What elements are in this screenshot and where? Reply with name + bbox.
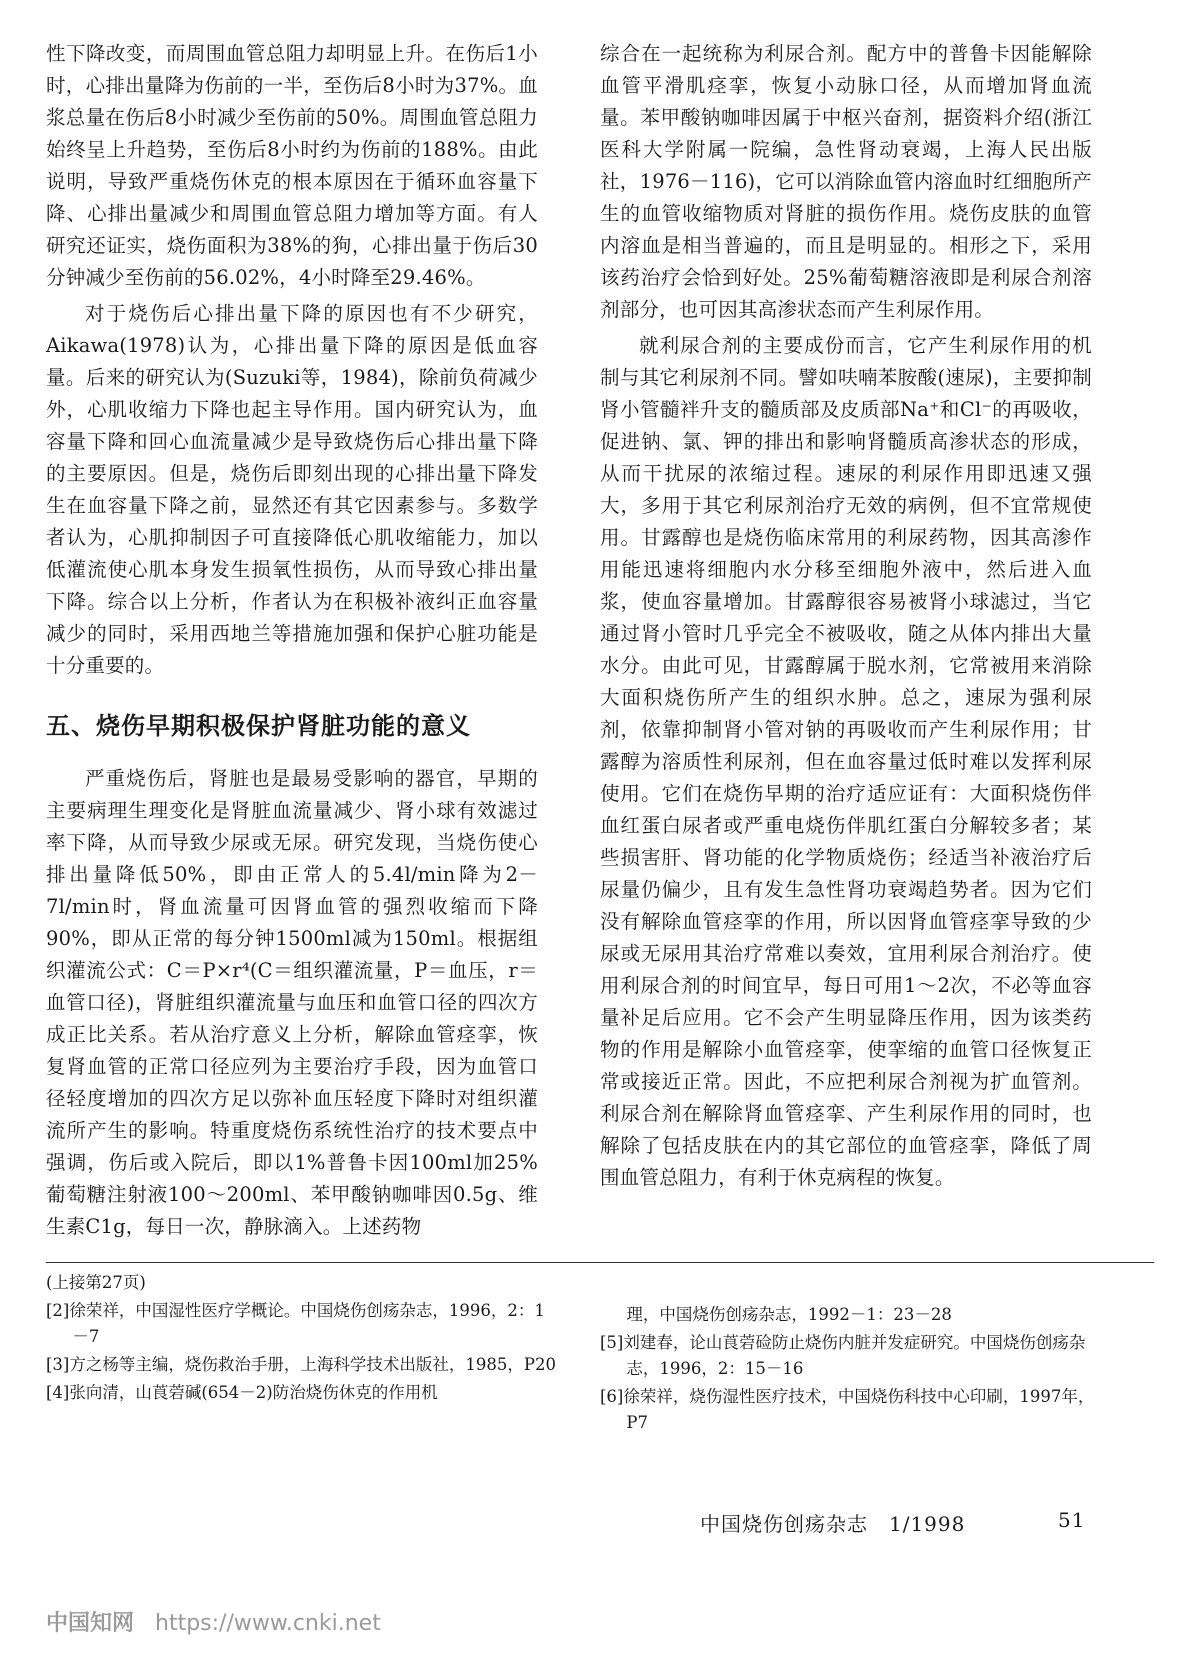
reference-continuation: 理，中国烧伤创疡杂志，1992－1：23－28 (626, 1305, 952, 1324)
left-column (46, 38, 538, 1247)
reference-item: [3]方之杨等主编，烧伤救治手册，上海科学技术出版社，1985，P20 (46, 1355, 556, 1374)
reference-item: [6]徐荣祥，烧伤湿性医疗技术，中国烧伤科技中心印刷，1997年，P7 (600, 1387, 1095, 1432)
references-right (600, 1302, 1110, 1438)
references-left (46, 1270, 556, 1408)
body-paragraph: 综合在一起统称为利尿合剂。配方中的普鲁卡因能解除血管平滑肌痉挛，恢复小动脉口径，从而增加肾血流量。苯甲酸钠咖啡因属于中枢兴奋剂，据资料介绍(浙江医科大学附属一院编，急性肾动衰竭，上海人民出版社，1976－116)，它可以消除血管内溶血时红细胞所产生的血管收缩物质对肾脏的损伤作用。烧伤皮肤的血管内溶血是相当普遍的，而且是明显的。相形之下，采用该药治疗会恰到好处。25%葡萄糖溶液即是利尿合剂溶剂部分，也可因其高渗状态而产生利尿作用。 (600, 42, 1092, 321)
watermark (46, 1606, 381, 1637)
reference-item: [5]刘建春，论山莨菪硷防止烧伤内脏并发症研究。中国烧伤创疡杂志，1996，2：15－16 (600, 1333, 1086, 1378)
footer-journal: 中国烧伤创疡杂志 1/1998 (700, 1512, 966, 1536)
watermark-url: https://www.cnki.net (155, 1611, 381, 1636)
body-paragraph: 性下降改变，而周围血管总阻力却明显上升。在伤后1小时，心排出量降为伤前的一半，至伤后8小时为37%。血浆总量在伤后8小时减少至伤前的50%。周围血管总阻力始终呈上升趋势，至伤后8小时约为伤前的188%。由此说明，导致严重烧伤休克的根本原因在于循环血容量下降、心排出量减少和周围血管总阻力增加等方面。有人研究还证实，烧伤面积为38%的狗，心排出量于伤后30分钟减少至伤前的56.02%，4小时降至29.46%。 (46, 42, 538, 289)
right-column (600, 38, 1092, 1198)
body-paragraph: 就利尿合剂的主要成份而言，它产生利尿作用的机制与其它利尿剂不同。譬如呋喃苯胺酸(速尿)，主要抑制肾小管髓袢升支的髓质部及皮质部Na⁺和Cl⁻的再吸收，促进钠、氯、钾的排出和影响肾髓质高渗状态的形成，从而干扰尿的浓缩过程。速尿的利尿作用即迅速又强大，多用于其它利尿剂治疗无效的病例，但不宜常规使用。甘露醇也是烧伤临床常用的利尿药物，因其高渗作用能迅速将细胞内水分移至细胞外液中，然后进入血浆，使血容量增加。甘露醇很容易被肾小球滤过，当它通过肾小管时几乎完全不被吸收，随之从体内排出大量水分。由此可见，甘露醇属于脱水剂，它常被用来消除大面积烧伤所产生的组织水肿。总之，速尿为强利尿剂，依靠抑制肾小管对钠的再吸收而产生利尿作用；甘露醇为溶质性利尿剂，但在血容量过低时难以发挥利尿使用。它们在烧伤早期的治疗适应证有：大面积烧伤伴血红蛋白尿者或严重电烧伤伴肌红蛋白分解较多者；某些损害肝、肾功能的化学物质烧伤；经适当补液治疗后尿量仍偏少，且有发生急性肾功衰竭趋势者。因为它们没有解除血管痉挛的作用，所以因肾血管痉挛导致的少尿或无尿用其治疗常难以奏效，宜用利尿合剂治疗。使用利尿合剂的时间宜早，每日可用1～2次，不必等血容量补足后应用。它不会产生明显降压作用，因为该类药物的作用是解除小血管痉挛，使挛缩的血管口径恢复正常或接近正常。因此，不应把利尿合剂视为扩血管剂。利尿合剂在解除肾血管痉挛、产生利尿作用的同时，也解除了包括皮肤在内的其它部位的血管痉挛，降低了周围血管总阻力，有利于休克病程的恢复。 (600, 334, 1092, 1189)
reference-item: [2]徐荣祥，中国湿性医疗学概论。中国烧伤创疡杂志，1996，2：1－7 (46, 1301, 545, 1346)
footnote-divider (46, 1262, 1154, 1263)
section-heading: 五、烧伤早期积极保护肾脏功能的意义 (46, 712, 471, 740)
watermark-site-name: 中国知网 (46, 1611, 135, 1636)
page-number: 51 (1058, 1508, 1086, 1532)
body-paragraph: 严重烧伤后，肾脏也是最易受影响的器官，早期的主要病理生理变化是肾脏血流量减少、肾小球有效滤过率下降，从而导致少尿或无尿。研究发现，当烧伤使心排出量降低50%，即由正常人的5.4l/min降为2－7l/min时，肾血流量可因肾血管的强烈收缩而下降90%，即从正常的每分钟1500ml减为150ml。根据组织灌流公式：C＝P×r⁴(C＝组织灌流量，P＝血压，r＝血管口径)，肾脏组织灌流量与血压和血管口径的四次方成正比关系。若从治疗意义上分析，解除血管痉挛，恢复肾血管的正常口径应列为主要治疗手段，因为血管口径轻度增加的四次方足以弥补血压轻度下降时对组织灌流所产生的影响。特重度烧伤系统性治疗的技术要点中强调，伤后或入院后，即以1%普鲁卡因100ml加25%葡萄糖注射液100～200ml、苯甲酸钠咖啡因0.5g、维生素C1g，每日一次，静脉滴入。上述药物 (46, 767, 538, 1238)
body-paragraph: 对于烧伤后心排出量下降的原因也有不少研究，Aikawa(1978)认为，心排出量下降的原因是低血容量。后来的研究认为(Suzuki等，1984)，除前负荷减少外，心肌收缩力下降也起主导作用。国内研究认为，血容量下降和回心血流量减少是导致烧伤后心排出量下降的主要原因。但是，烧伤后即刻出现的心排出量下降发生在血容量下降之前，显然还有其它因素参与。多数学者认为，心肌抑制因子可直接降低心肌收缩能力，加以低灌流使心肌本身发生损氧性损伤，从而导致心排出量下降。综合以上分析，作者认为在积极补液纠正血容量减少的同时，采用西地兰等措施加强和保护心脏功能是十分重要的。 (46, 302, 538, 677)
continued-note: (上接第27页) (46, 1273, 146, 1292)
reference-item: [4]张向清，山莨菪碱(654－2)防治烧伤休克的作用机 (46, 1383, 438, 1402)
